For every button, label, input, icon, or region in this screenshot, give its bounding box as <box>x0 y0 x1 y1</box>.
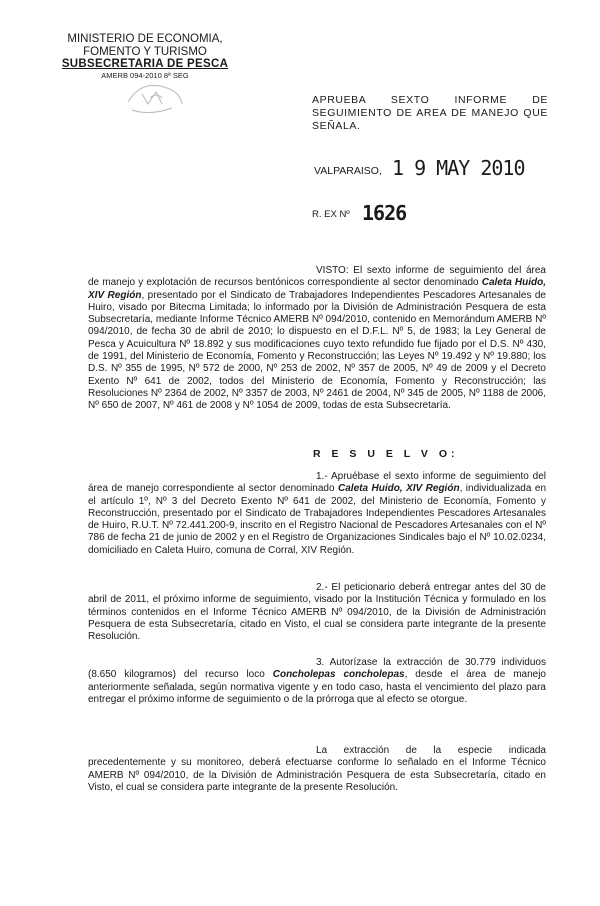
resolution-number: 1626 <box>362 201 407 225</box>
subject-title: APRUEBA SEXTO INFORME DE SEGUIMIENTO DE AREA DE MANEJO QUE SEÑALA. <box>312 94 548 132</box>
visto-rest: , presentado por el Sindicato de Trabajadores Independientes Pescadores Artesanales de Huiro, visado por Bitecma Limitada; lo informado por la División de Administración Pesquera de esta Subsecretaría, mediante Informe Técnico AMERB Nº 094/2010, contenido en Memorándum AMERB Nº 094/2010, de fecha 30 de abril de 2010; lo dispuesto en el D.F.L. Nº 5, de 1983; la Ley General de Pesca y Acuicultura Nº 18.892 y sus modificaciones cuyo texto refundido fue fijado por el D.S. Nº 430, de 1991, del Ministerio de Economía, Fomento y Reconstrucción; las Leyes Nº 19.492 y Nº 19.880; los D.S. Nº 355 de 1995, Nº 572 de 2000, Nº 253 de 2002, Nº 357 de 2005, Nº 49 de 2009 y el Decreto Exento Nº 641 de 2002, todos del Ministerio de Economía, Fomento y Reconstrucción; las Resoluciones Nº 2364 de 2002, Nº 3357 de 2003, Nº 2461 de 2004, Nº 345 de 2005, Nº 1188 de 2006, Nº 650 de 2007, Nº 461 de 2008 y Nº 1054 de 2009, todas de esta Subsecretaría. <box>88 289 546 412</box>
place-label: VALPARAISO, <box>314 165 382 177</box>
resolution-label: R. EX Nº <box>312 209 350 220</box>
date-stamp: 1 9 MAY 2010 <box>392 156 525 180</box>
resolution-item-3-note <box>88 745 546 794</box>
resolution-item-1 <box>88 471 546 557</box>
item-3-species: Concholepas concholepas <box>272 669 405 681</box>
ministry-line-1: MINISTERIO DE ECONOMIA, <box>67 33 223 45</box>
resuelvo-heading: R E S U E L V O: <box>313 448 459 460</box>
subsecretaria-name: SUBSECRETARIA DE PESCA <box>61 58 229 70</box>
reference-code: AMERB 094-2010 8ª SEG <box>101 70 189 80</box>
item-3-note-text: La extracción de la especie indicada precedentemente y su monitoreo, deberá efectuarse conforme lo señalado en el Informe Técnico AMERB Nº 094/2010, de la División de Administración Pesquera de esta Subsecretaría, citado en Visto, el cual se considera parte integrante de la presente Resolución. <box>88 745 546 793</box>
resolution-item-3 <box>88 657 546 706</box>
seal-stamp-icon <box>120 72 190 124</box>
item-1-rest: , individualizada en el artículo 1º, Nº 3 del Decreto Exento Nº 641 de 2002, del Ministerio de Economía, Fomento y Reconstrucción, presentado por el Sindicato de Trabajadores Independientes Pescadores Artesanales de Huiro, R.U.T. Nº 72.441.200-9, inscrito en el Registro Nacional de Pescadores Artesanales con el Nº 786 de fecha 21 de junio de 2002 y en el Registro de Organizaciones Sindicales bajo el Nº 10.02.0234, domiciliado en Caleta Huiro, comuna de Corral, XIV Región. <box>88 483 547 556</box>
item-3-lead: 3. Autorízase la extracción de 30.779 individuos (8.650 kilogramos) del recurso loco <box>88 657 546 681</box>
visto-lead: VISTO: El sexto informe de seguimiento del área de manejo y explotación de recursos bentónicos correspondiente al sector denominado <box>88 265 546 289</box>
item-1-sector: Caleta Huido, XIV Región <box>338 483 460 495</box>
visto-sector: Caleta Huido, XIV Región <box>88 277 546 301</box>
visto-paragraph <box>88 265 546 413</box>
ministry-line-2: FOMENTO Y TURISMO <box>83 45 207 58</box>
item-3-rest: , desde el área de manejo anteriormente señalada, según normativa vigente y en todo caso, hasta el vencimiento del plazo para entregar el próximo informe de seguimiento o de la prórroga que al efecto se otorgue. <box>88 669 546 705</box>
item-2-text: 2.- El peticionario deberá entregar antes del 30 de abril de 2011, el próximo informe de seguimiento, visado por la Institución Técnica y formulado en los términos contenidos en el Informe Técnico AMERB Nº 094/2010, de la División de Administración Pesquera de esta Subsecretaría, citado en Visto, el cual se considera parte integrante de la presente Resolución. <box>88 582 546 643</box>
item-1-lead: 1.- Apruébase el sexto informe de seguimiento del área de manejo correspondiente al sector denominado <box>88 471 546 495</box>
resolution-item-2 <box>88 582 546 643</box>
